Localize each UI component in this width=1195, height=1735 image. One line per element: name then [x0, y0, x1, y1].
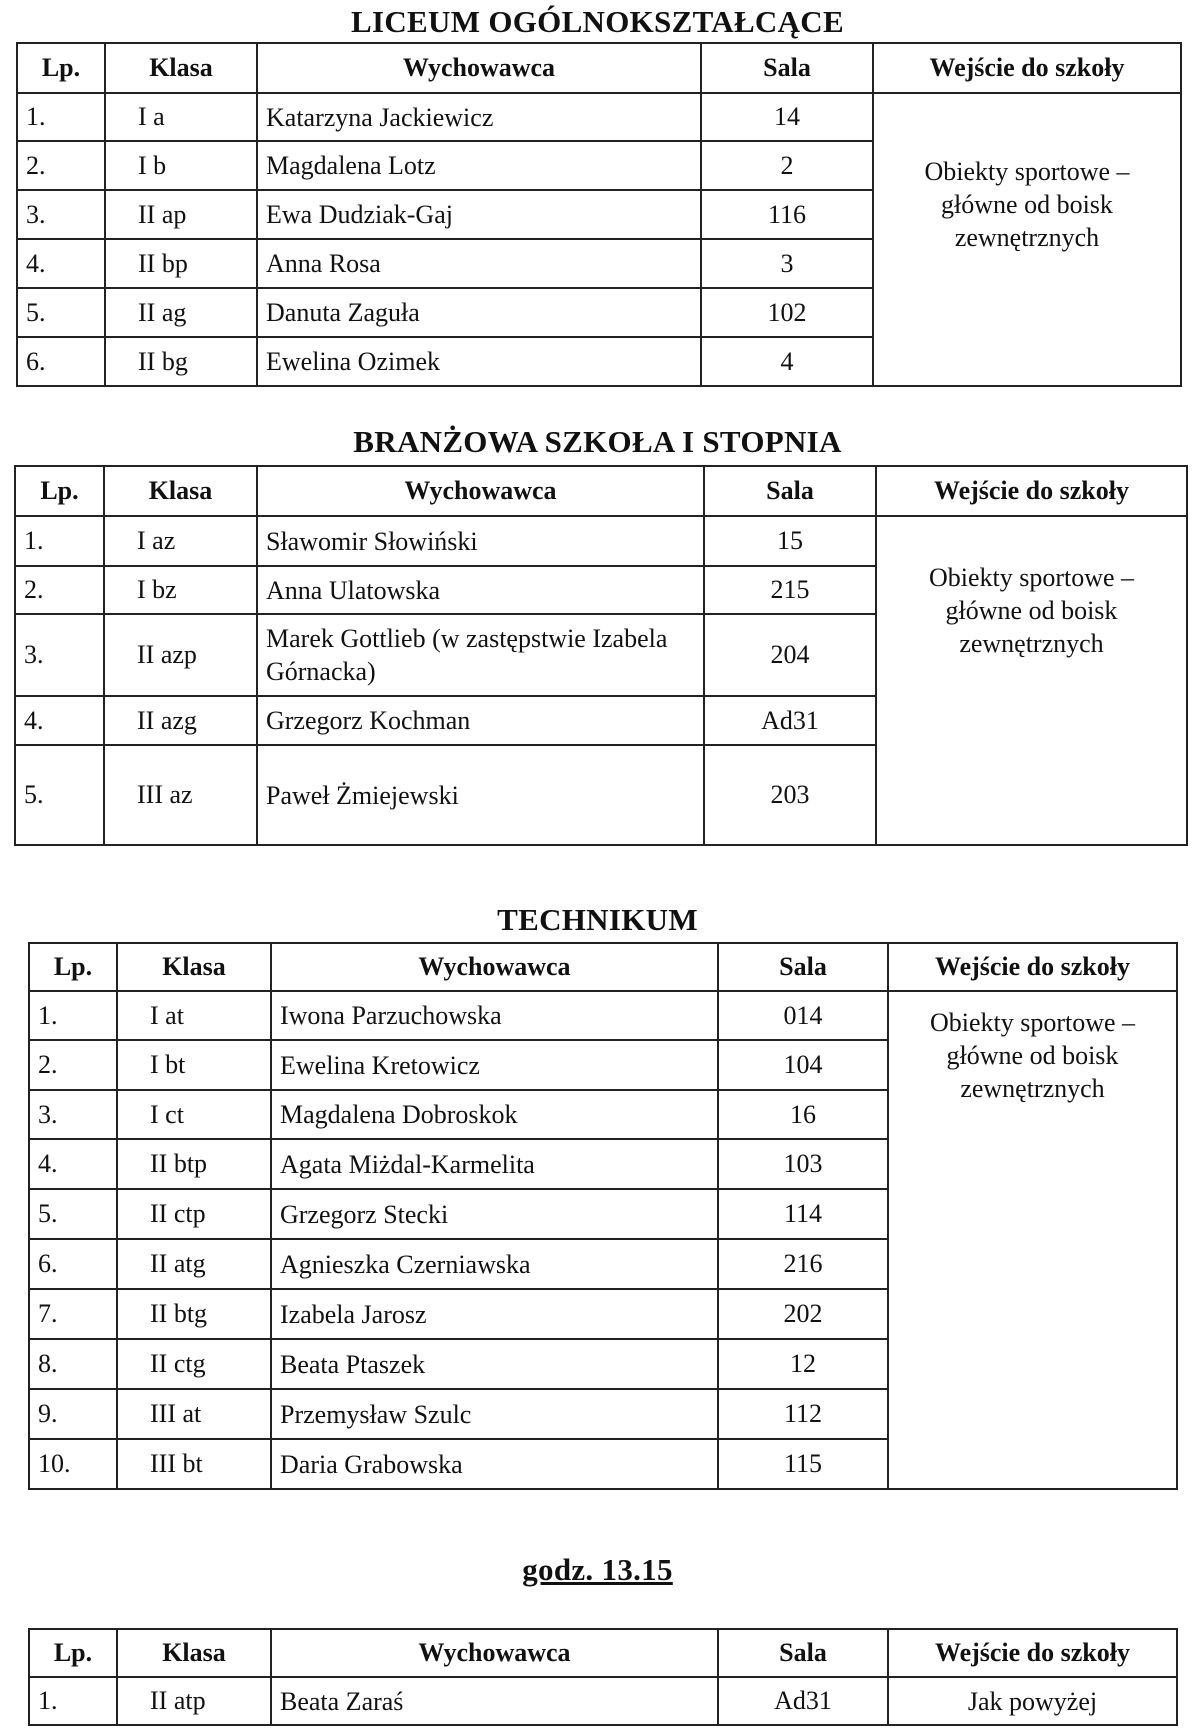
cell-wychowawca: Przemysław Szulc [271, 1389, 718, 1439]
cell-wychowawca: Izabela Jarosz [271, 1289, 718, 1339]
cell-klasa: III az [104, 745, 257, 845]
cell-lp: 3. [29, 1090, 117, 1139]
cell-klasa: II azp [104, 614, 257, 696]
cell-wychowawca: Sławomir Słowiński [257, 516, 704, 566]
header-lp: Lp. [29, 943, 117, 991]
cell-lp: 3. [15, 614, 104, 696]
table-header-row [17, 43, 1181, 93]
cell-sala: 116 [701, 190, 873, 239]
cell-sala: 112 [718, 1389, 888, 1439]
header-wejscie: Wejście do szkoły [888, 943, 1177, 991]
cell-sala: Ad31 [718, 1677, 888, 1725]
cell-sala: 14 [701, 93, 873, 141]
cell-sala: 114 [718, 1189, 888, 1239]
cell-sala: 15 [704, 516, 876, 566]
header-klasa: Klasa [105, 43, 257, 93]
cell-wychowawca: Katarzyna Jackiewicz [257, 93, 701, 141]
cell-lp: 1. [29, 1677, 117, 1725]
table-row [15, 516, 1187, 566]
cell-lp: 4. [17, 239, 105, 288]
cell-lp: 8. [29, 1339, 117, 1389]
cell-lp: 5. [17, 288, 105, 337]
cell-sala: 104 [718, 1040, 888, 1090]
cell-sala: 2 [701, 141, 873, 190]
cell-lp: 7. [29, 1289, 117, 1339]
cell-lp: 3. [17, 190, 105, 239]
cell-wychowawca: Danuta Zaguła [257, 288, 701, 337]
table-header-row [29, 943, 1177, 991]
cell-klasa: II btg [117, 1289, 271, 1339]
cell-klasa: I az [104, 516, 257, 566]
cell-sala: 014 [718, 991, 888, 1040]
header-klasa: Klasa [117, 943, 271, 991]
cell-lp: 2. [15, 566, 104, 614]
header-wychowawca: Wychowawca [257, 43, 701, 93]
cell-klasa: II bg [105, 337, 257, 386]
table-liceum [16, 42, 1182, 387]
cell-klasa: III bt [117, 1439, 271, 1489]
header-lp: Lp. [17, 43, 105, 93]
cell-sala: 4 [701, 337, 873, 386]
header-lp: Lp. [29, 1629, 117, 1677]
cell-wychowawca: Paweł Żmiejewski [257, 745, 704, 845]
header-sala: Sala [701, 43, 873, 93]
cell-lp: 5. [15, 745, 104, 845]
cell-klasa: II atg [117, 1239, 271, 1289]
cell-sala: 102 [701, 288, 873, 337]
table-row [17, 93, 1181, 141]
cell-wychowawca: Daria Grabowska [271, 1439, 718, 1489]
cell-sala: 103 [718, 1139, 888, 1189]
cell-lp: 4. [29, 1139, 117, 1189]
cell-klasa: I ct [117, 1090, 271, 1139]
cell-wychowawca: Marek Gottlieb (w zastępstwie Izabela Górnacka) [257, 614, 704, 696]
cell-lp: 1. [17, 93, 105, 141]
cell-lp: 2. [29, 1040, 117, 1090]
cell-klasa: II atp [117, 1677, 271, 1725]
cell-sala: 203 [704, 745, 876, 845]
cell-lp: 2. [17, 141, 105, 190]
header-wychowawca: Wychowawca [257, 466, 704, 516]
cell-klasa: II bp [105, 239, 257, 288]
header-wychowawca: Wychowawca [271, 943, 718, 991]
cell-wychowawca: Anna Rosa [257, 239, 701, 288]
cell-sala: Ad31 [704, 696, 876, 745]
cell-lp: 1. [29, 991, 117, 1040]
entrance-text: Obiekty sportowe – główne od boisk zewnętrznych [924, 157, 1130, 252]
cell-klasa: II azg [104, 696, 257, 745]
cell-klasa: I bz [104, 566, 257, 614]
cell-wychowawca: Grzegorz Kochman [257, 696, 704, 745]
header-wejscie: Wejście do szkoły [873, 43, 1181, 93]
cell-sala: 3 [701, 239, 873, 288]
cell-klasa: I a [105, 93, 257, 141]
cell-lp: 5. [29, 1189, 117, 1239]
cell-wejscie [888, 991, 1177, 1489]
cell-wychowawca: Beata Ptaszek [271, 1339, 718, 1389]
entrance-text: Obiekty sportowe – główne od boisk zewnętrznych [928, 562, 1135, 658]
cell-sala: 216 [718, 1239, 888, 1289]
cell-wychowawca: Magdalena Dobroskok [271, 1090, 718, 1139]
cell-wejscie: Jak powyżej [888, 1677, 1177, 1725]
cell-klasa: I bt [117, 1040, 271, 1090]
entrance-text: Obiekty sportowe – główne od boisk zewnętrznych [929, 1008, 1136, 1103]
cell-wychowawca: Ewelina Ozimek [257, 337, 701, 386]
section-title-technikum: TECHNIKUM [497, 902, 698, 937]
cell-wychowawca: Ewelina Kretowicz [271, 1040, 718, 1090]
table-time [28, 1628, 1178, 1726]
cell-wychowawca: Agata Miżdal-Karmelita [271, 1139, 718, 1189]
cell-sala: 12 [718, 1339, 888, 1389]
cell-klasa: I at [117, 991, 271, 1040]
cell-klasa: II btp [117, 1139, 271, 1189]
section-title-liceum: LICEUM OGÓLNOKSZTAŁCĄCE [351, 4, 844, 39]
table-row [29, 991, 1177, 1040]
cell-wychowawca: Magdalena Lotz [257, 141, 701, 190]
header-klasa: Klasa [104, 466, 257, 516]
cell-klasa: II ag [105, 288, 257, 337]
cell-sala: 215 [704, 566, 876, 614]
cell-sala: 16 [718, 1090, 888, 1139]
cell-wychowawca: Ewa Dudziak-Gaj [257, 190, 701, 239]
cell-lp: 9. [29, 1389, 117, 1439]
cell-lp: 1. [15, 516, 104, 566]
section-title-branzowa: BRANŻOWA SZKOŁA I STOPNIA [353, 424, 842, 459]
section-title-time: godz. 13.15 [522, 1552, 673, 1587]
cell-lp: 6. [17, 337, 105, 386]
cell-wychowawca: Iwona Parzuchowska [271, 991, 718, 1040]
cell-lp: 4. [15, 696, 104, 745]
cell-klasa: II ctp [117, 1189, 271, 1239]
cell-lp: 6. [29, 1239, 117, 1289]
cell-sala: 115 [718, 1439, 888, 1489]
header-sala: Sala [704, 466, 876, 516]
cell-klasa: II ctg [117, 1339, 271, 1389]
table-header-row [29, 1629, 1177, 1677]
table-row [29, 1677, 1177, 1725]
cell-wejscie [876, 516, 1187, 845]
cell-sala: 202 [718, 1289, 888, 1339]
header-wejscie: Wejście do szkoły [876, 466, 1187, 516]
header-wejscie: Wejście do szkoły [888, 1629, 1177, 1677]
cell-wychowawca: Anna Ulatowska [257, 566, 704, 614]
cell-wychowawca: Beata Zaraś [271, 1677, 718, 1725]
cell-wychowawca: Agnieszka Czerniawska [271, 1239, 718, 1289]
table-header-row [15, 466, 1187, 516]
table-branzowa [14, 465, 1188, 846]
cell-lp: 10. [29, 1439, 117, 1489]
cell-wejscie [873, 93, 1181, 386]
cell-wychowawca: Grzegorz Stecki [271, 1189, 718, 1239]
header-klasa: Klasa [117, 1629, 271, 1677]
cell-sala: 204 [704, 614, 876, 696]
table-technikum [28, 942, 1178, 1490]
cell-klasa: III at [117, 1389, 271, 1439]
header-lp: Lp. [15, 466, 104, 516]
cell-klasa: II ap [105, 190, 257, 239]
cell-klasa: I b [105, 141, 257, 190]
header-wychowawca: Wychowawca [271, 1629, 718, 1677]
header-sala: Sala [718, 1629, 888, 1677]
header-sala: Sala [718, 943, 888, 991]
